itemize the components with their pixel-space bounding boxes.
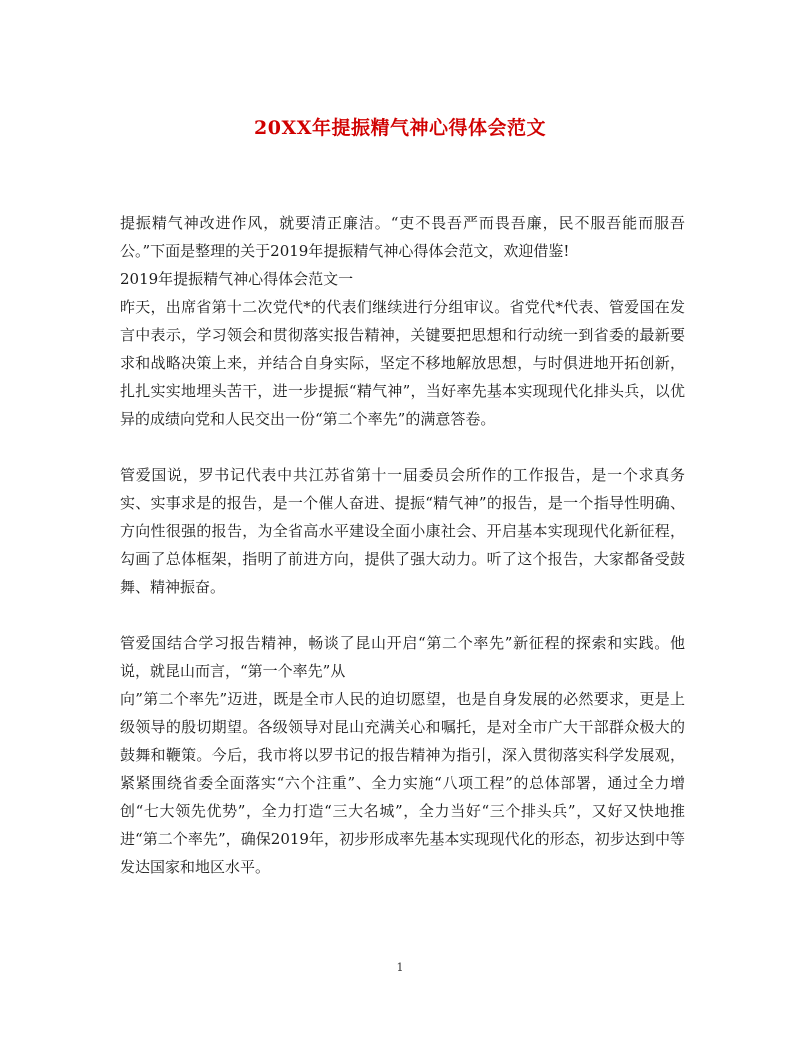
paragraph-spacer — [120, 601, 685, 629]
page-number: 1 — [396, 961, 404, 974]
paragraph-spacer — [120, 433, 685, 461]
body-paragraph-3: 管爱国结合学习报告精神，畅谈了昆山开启“第二个率先”新征程的探索和实践。他说，就昆山而言，“第一个率先”从 向”第二个率先”迈进，既是全市人民的迫切愿望，也是自身发展的必然要求，更是上级领导的殷切期望。各级领导对昆山充满关心和嘱托，是对全市广大干部群众极大的鼓舞和鞭策。今后，我市将以罗书记的报告精神为指引，深入贯彻落实科学发展观，紧紧围绕省委全面落实“六个注重”、全力实施“八项工程”的总体部署，通过全力增创“七大领先优势”，全力打造“三大名城”，全力当好“三个排头兵”，又好又快地推进“第二个率先”，确保2019年，初步形成率先基本实现现代化的形态，初步达到中等发达国家和地区水平。 — [120, 634, 685, 876]
body-paragraph-2: 管爱国说，罗书记代表中共江苏省第十一届委员会所作的工作报告，是一个求真务实、实事求是的报告，是一个催人奋进、提振“精气神”的报告，是一个指导性明确、方向性很强的报告，为全省高水平建设全面小康社会、开启基本实现现代化新征程，勾画了总体框架，指明了前进方向，提供了强大动力。听了这个报告，大家都备受鼓舞、精神振奋。 — [120, 466, 685, 596]
document-title: 20XX年提振精气神心得体会范文 — [254, 117, 546, 139]
section-heading: 2019年提振精气神心得体会范文一 — [120, 270, 354, 288]
intro-paragraph: 提振精气神改进作风，就要清正廉洁。“吏不畏吾严而畏吾廉，民不服吾能而服吾公。”下面是整理的关于2019年提振精气神心得体会范文，欢迎借鉴! — [120, 214, 685, 260]
document-body — [120, 209, 685, 881]
body-paragraph-1: 昨天，出席省第十二次党代*的代表们继续进行分组审议。省党代*代表、管爱国在发言中表示，学习领会和贯彻落实报告精神，关键要把思想和行动统一到省委的最新要求和战略决策上来，并结合自身实际，坚定不移地解放思想，与时俱进地开拓创新，扎扎实实地埋头苦干，进一步提振“精气神”，当好率先基本实现现代化排头兵，以优异的成绩向党和人民交出一份“第二个率先”的满意答卷。 — [120, 298, 685, 428]
